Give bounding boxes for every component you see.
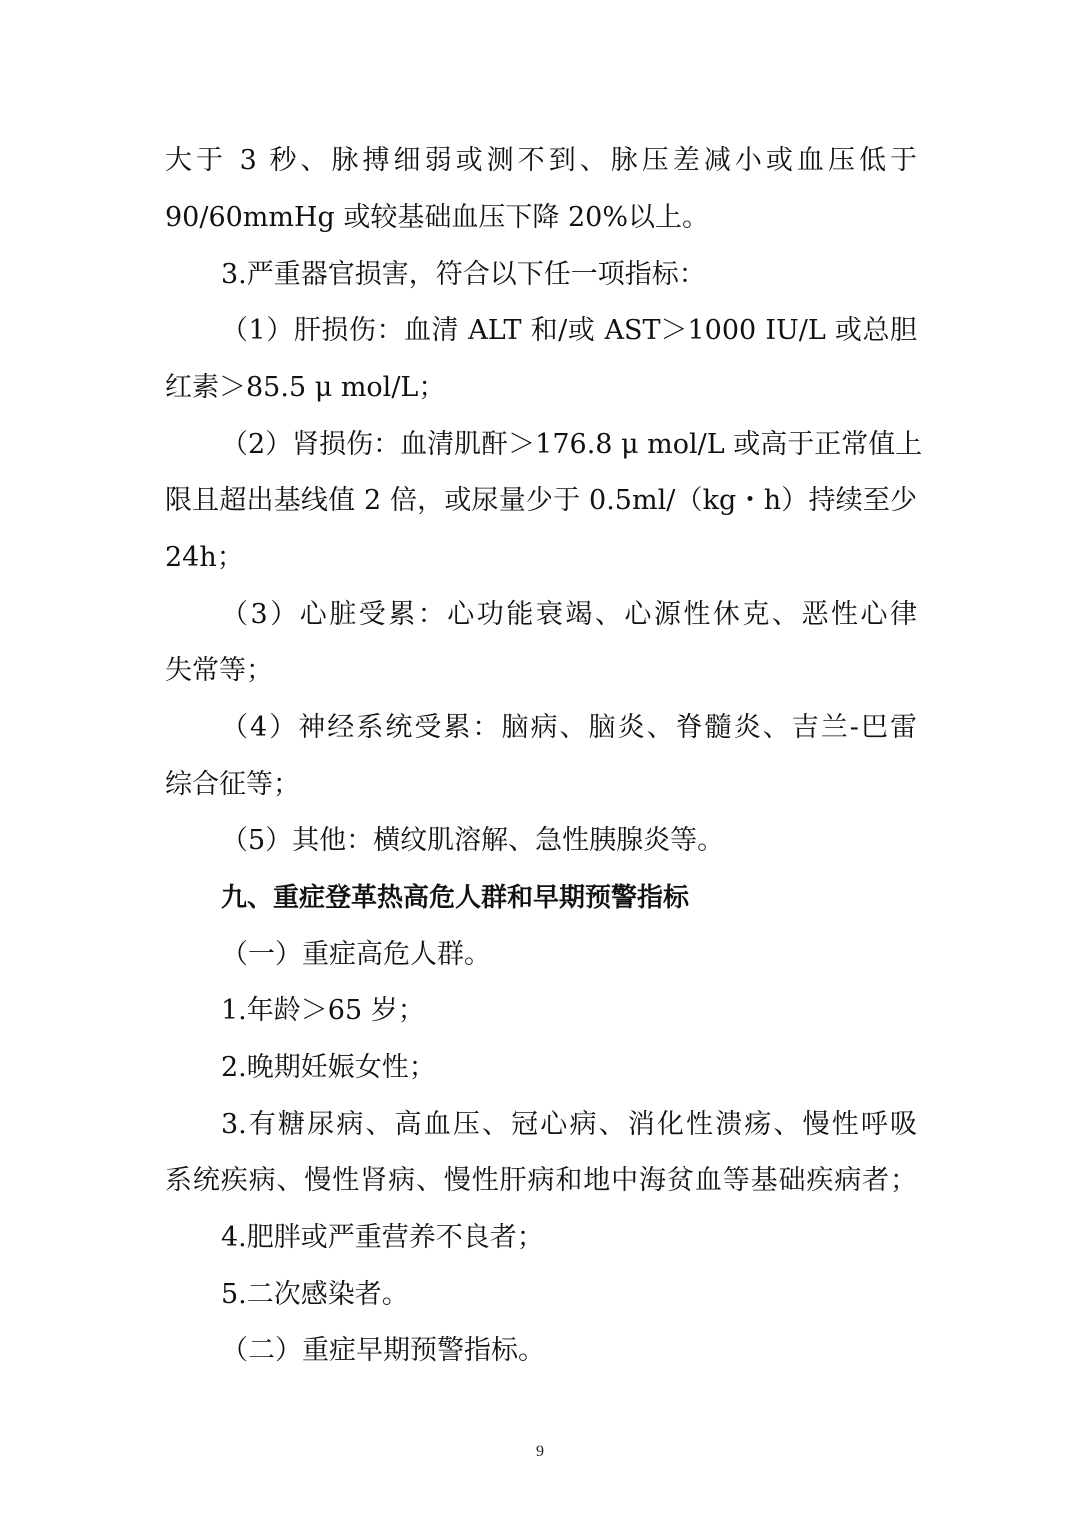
body-text-line: 失常等； (165, 655, 273, 686)
body-text-line: 系统疾病、慢性肾病、慢性肝病和地中海贫血等基础疾病者； (165, 1165, 917, 1196)
section-item-heading: 3.严重器官损害，符合以下任一项指标： (221, 259, 706, 290)
list-item: （2）肾损伤：血清肌酐＞176.8 μ mol/L 或高于正常值上 (221, 429, 923, 460)
body-text-line: 红素＞85.5 μ mol/L； (165, 372, 446, 403)
body-text-line: 大于 3 秒、脉搏细弱或测不到、脉压差减小或血压低于 (165, 145, 917, 176)
list-item: （5）其他：横纹肌溶解、急性胰腺炎等。 (221, 825, 725, 856)
body-text-line: 24h； (165, 542, 244, 573)
body-text-line: 90/60mmHg 或较基础血压下降 20%以上。 (165, 202, 710, 233)
list-item: 3.有糖尿病、高血压、冠心病、消化性溃疡、慢性呼吸 (221, 1109, 917, 1140)
list-item: 4.肥胖或严重营养不良者； (221, 1222, 544, 1253)
list-item: 1.年龄＞65 岁； (221, 995, 425, 1026)
body-text-line: 综合征等； (165, 769, 300, 800)
list-item: 2.晚期妊娠女性； (221, 1052, 436, 1083)
list-item: （4）神经系统受累：脑病、脑炎、脊髓炎、吉兰-巴雷 (221, 712, 917, 743)
list-item: （3）心脏受累：心功能衰竭、心源性休克、恶性心律 (221, 599, 917, 630)
subsection-heading: （一）重症高危人群。 (221, 939, 491, 970)
page-number: 9 (536, 1443, 544, 1460)
section-heading: 九、重症登革热高危人群和早期预警指标 (221, 883, 690, 913)
body-text-line: 限且超出基线值 2 倍，或尿量少于 0.5ml/（kg・h）持续至少 (165, 485, 917, 516)
list-item: （1）肝损伤：血清 ALT 和/或 AST＞1000 IU/L 或总胆 (221, 315, 917, 346)
subsection-heading: （二）重症早期预警指标。 (221, 1335, 545, 1366)
list-item: 5.二次感染者。 (221, 1279, 409, 1310)
